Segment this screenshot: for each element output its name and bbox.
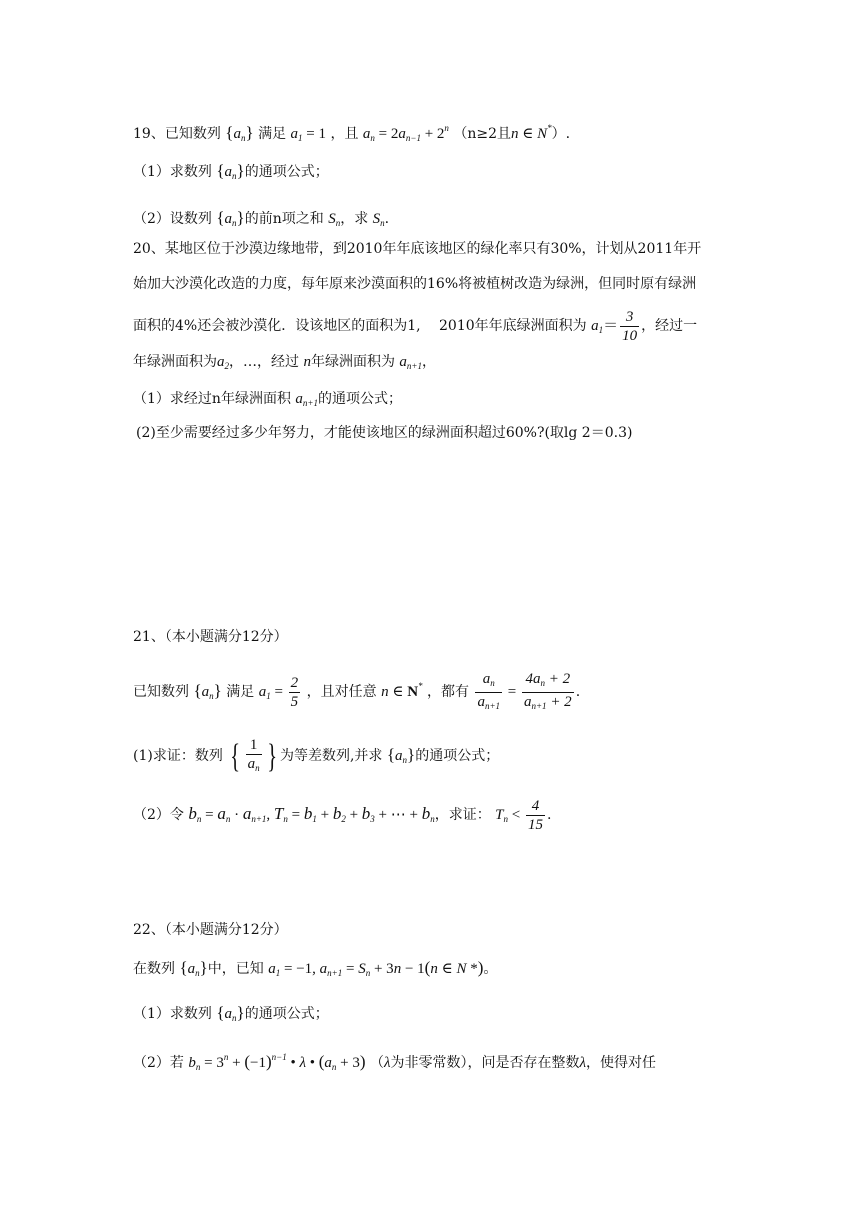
q21-header: 21、（本小题满分12分） <box>133 629 288 645</box>
formula-Sn: $S_n$ <box>372 211 385 228</box>
formula-Sn: $S_n$ <box>328 211 341 228</box>
formula-bn-Tn: $b_n = a_n \cdot a_{n+1}$, $T_n = b_1 + b_2 + b_3$ + ⋯ + $b_n$ <box>188 804 435 824</box>
q20-line2: 始加大沙漠化改造的力度，每年原来沙漠面积的16%将被植树改造为绿洲，但同时原有绿洲 <box>133 276 697 292</box>
q22-part1: （1）求数列 $\{a_n\}$的通项公式； <box>133 1003 329 1023</box>
formula-sequence-an: $\{a_n\}$ <box>216 1003 245 1023</box>
q19-part2: （2）设数列 $\{a_n\}$的前n项之和 $S_n$，求 $S_n$. <box>133 208 390 228</box>
q19-statement: 19、已知数列 $\{a_n\}$ 满足 $a_1 = 1$ ，且 $a_n = 2a_{n-1} + 2^n$ （n≥2且n ∈ N*）. <box>133 123 571 143</box>
q20-line1: 20、某地区位于沙漠边缘地带，到2010年年底该地区的绿化率只有30%，计划从2011年开 <box>133 241 702 257</box>
formula-n-in-N: n ∈ N* <box>511 123 552 142</box>
q19-part1: （1）求数列 $\{a_n\}$的通项公式； <box>133 161 329 181</box>
q22-part2: （2）若 $b_n = 3^n + (-1)^{n-1}$ • λ • $(a_n + 3)$ （λ为非零常数），问是否存在整数λ，使得对任 <box>133 1052 656 1072</box>
formula-bn: $b_n = 3^n + (-1)^{n-1}$ • λ • $(a_n + 3)$ <box>188 1052 366 1072</box>
q21-part2: （2）令 $b_n = a_n \cdot a_{n+1}$, $T_n = b_1 + b_2 + b_3$ + ⋯ + $b_n$，求证： $T_n$ < $\frac{4}{15}$ . <box>133 798 552 834</box>
formula-lambda: λ <box>579 1055 586 1071</box>
formula-sequence-an: $\{a_n\}$ <box>216 161 245 181</box>
q20-part1: （1）求经过n年绿洲面积 $a_{n+1}$的通项公式； <box>133 391 402 408</box>
q20-part2: (2)至少需要经过多少年努力，才能使该地区的绿洲面积超过60%?(取lg 2＝0.3) <box>136 425 633 441</box>
formula-sequence-an: $\{a_n\}$ <box>225 123 254 143</box>
formula-sequence-an: $\{a_n\}$ <box>386 745 416 765</box>
formula-a1: $a_1 = 1$ <box>290 126 326 143</box>
formula-lambda: λ <box>384 1055 391 1071</box>
formula-n: n <box>303 354 311 370</box>
formula-a1-fraction: $a_1$ = $\frac{2}{5}$ <box>258 675 299 711</box>
formula-inequality: $T_n$ < $\frac{4}{15}$ <box>495 798 543 834</box>
formula-sequence-an: $\{a_n\}$ <box>193 681 222 701</box>
formula-a2: $a_2$ <box>217 354 229 371</box>
q21-statement: 已知数列 $\{a_n\}$ 满足 $a_1$ = $\frac{2}{5}$ ，且对任意 n ∈ N* ，都有 $\frac{a_n}{a_{n+1}}$ = $\frac{4a_n + 2}{a_{n+1} + 2}$ . <box>133 671 581 712</box>
q20-line3: 面积的4%还会被沙漠化．设该地区的面积为1, 2010年年底绿洲面积为 $a_1=$ $\frac{3}{10}$ ，经过一 <box>133 309 698 345</box>
formula-a1-fraction: $a_1=$ $\frac{3}{10}$ <box>591 309 638 345</box>
q22-statement: 在数列 $\{a_n\}$中，已知 $a_1 = -1$, $a_{n+1} = S_n + 3n - 1(n$ ∈ N *)。 <box>133 958 498 978</box>
formula-sequence-an: $\{a_n\}$ <box>216 208 245 228</box>
q21-part1: (1)求证：数列 { $\frac{1}{a_n}$ } 为等差数列,并求 $\{a_n\}$的通项公式； <box>133 737 500 775</box>
formula-reciprocal-sequence: { $\frac{1}{a_n}$ } <box>230 737 277 775</box>
formula-n-in-N: n ∈ N* <box>381 681 423 700</box>
formula-ratio: $\frac{a_n}{a_{n+1}}$ = $\frac{4a_n + 2}{a_{n+1} + 2}$ <box>477 671 572 712</box>
formula-a-n-plus-1: $a_{n+1}$ <box>295 391 318 408</box>
formula-a-n-plus-1: $a_{n+1}$ <box>399 354 422 371</box>
formula-recurrence: $a_1 = -1$, $a_{n+1} = S_n + 3n - 1(n$ ∈ N *) <box>268 958 484 978</box>
q20-line4: 年绿洲面积为$a_2$，…，经过 n年绿洲面积为 $a_{n+1}$， <box>133 354 436 371</box>
q22-header: 22、（本小题满分12分） <box>133 922 288 938</box>
formula-sequence-an: $\{a_n\}$ <box>179 958 208 978</box>
formula-recurrence: $a_n = 2a_{n-1} + 2^n$ <box>362 123 449 143</box>
